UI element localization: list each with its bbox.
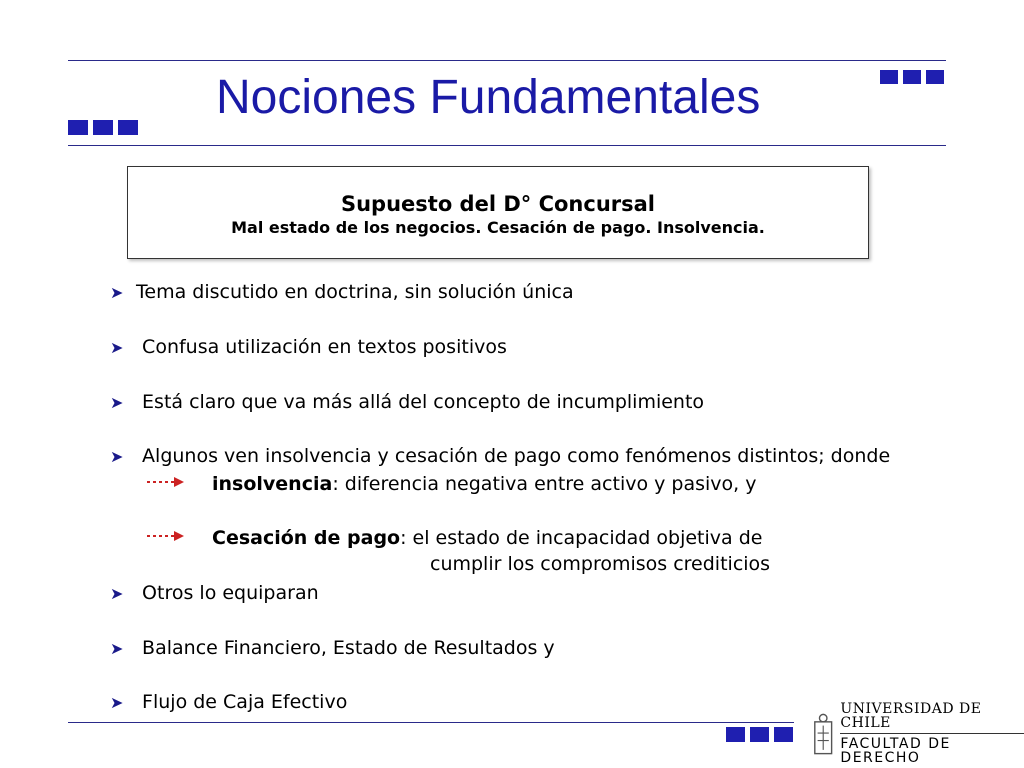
list-item xyxy=(110,581,319,606)
arrow-bullet-icon: ➤ xyxy=(110,283,124,302)
logo-line-1: UNIVERSIDAD DE CHILE xyxy=(840,702,1024,734)
list-item xyxy=(110,636,555,661)
university-logo xyxy=(812,702,1024,765)
dotted-arrow-icon xyxy=(146,530,186,542)
list-item xyxy=(110,280,574,305)
slide-title: Nociones Fundamentales xyxy=(216,71,761,124)
list-item xyxy=(110,335,507,360)
box-heading: Supuesto del D° Concursal xyxy=(340,192,655,216)
bullet-text: Flujo de Caja Efectivo xyxy=(142,691,348,713)
concept-box xyxy=(127,166,869,259)
top-right-squares xyxy=(880,70,944,84)
term-cesacion: Cesación de pago xyxy=(212,527,401,549)
bottom-rule xyxy=(68,722,794,723)
term-insolvencia: insolvencia xyxy=(212,473,333,495)
cesacion-definition xyxy=(212,526,762,550)
title-rule xyxy=(68,145,946,146)
box-subheading: Mal estado de los negocios. Cesación de pago. Insolvencia. xyxy=(231,218,765,237)
university-crest-icon xyxy=(812,711,834,757)
definition-text: : el estado de incapacidad objetiva de xyxy=(400,527,763,549)
bullet-text: Balance Financiero, Estado de Resultados y xyxy=(142,637,555,659)
arrow-bullet-icon: ➤ xyxy=(110,393,124,412)
bullet-text: Está claro que va más allá del concepto de incumplimiento xyxy=(142,391,705,413)
list-item xyxy=(110,444,890,469)
cesacion-definition-continued: cumplir los compromisos crediticios xyxy=(430,553,771,575)
logo-line-2: FACULTAD DE DERECHO xyxy=(840,736,951,766)
list-item xyxy=(110,390,704,415)
definition-text: : diferencia negativa entre activo y pasivo, y xyxy=(332,473,757,495)
arrow-bullet-icon: ➤ xyxy=(110,639,124,658)
bottom-squares xyxy=(726,727,793,742)
arrow-bullet-icon: ➤ xyxy=(110,447,124,466)
top-rule xyxy=(68,60,946,61)
arrow-bullet-icon: ➤ xyxy=(110,584,124,603)
bullet-text: Otros lo equiparan xyxy=(142,582,319,604)
left-squares xyxy=(68,120,138,135)
dotted-arrow-icon xyxy=(146,476,186,488)
bullet-text: Tema discutido en doctrina, sin solución única xyxy=(136,281,574,303)
arrow-bullet-icon: ➤ xyxy=(110,693,124,712)
arrow-bullet-icon: ➤ xyxy=(110,338,124,357)
insolvencia-definition xyxy=(212,472,756,496)
bullet-text: Algunos ven insolvencia y cesación de pago como fenómenos distintos; donde xyxy=(142,445,891,467)
list-item xyxy=(110,690,347,715)
bullet-text: Confusa utilización en textos positivos xyxy=(142,336,507,358)
